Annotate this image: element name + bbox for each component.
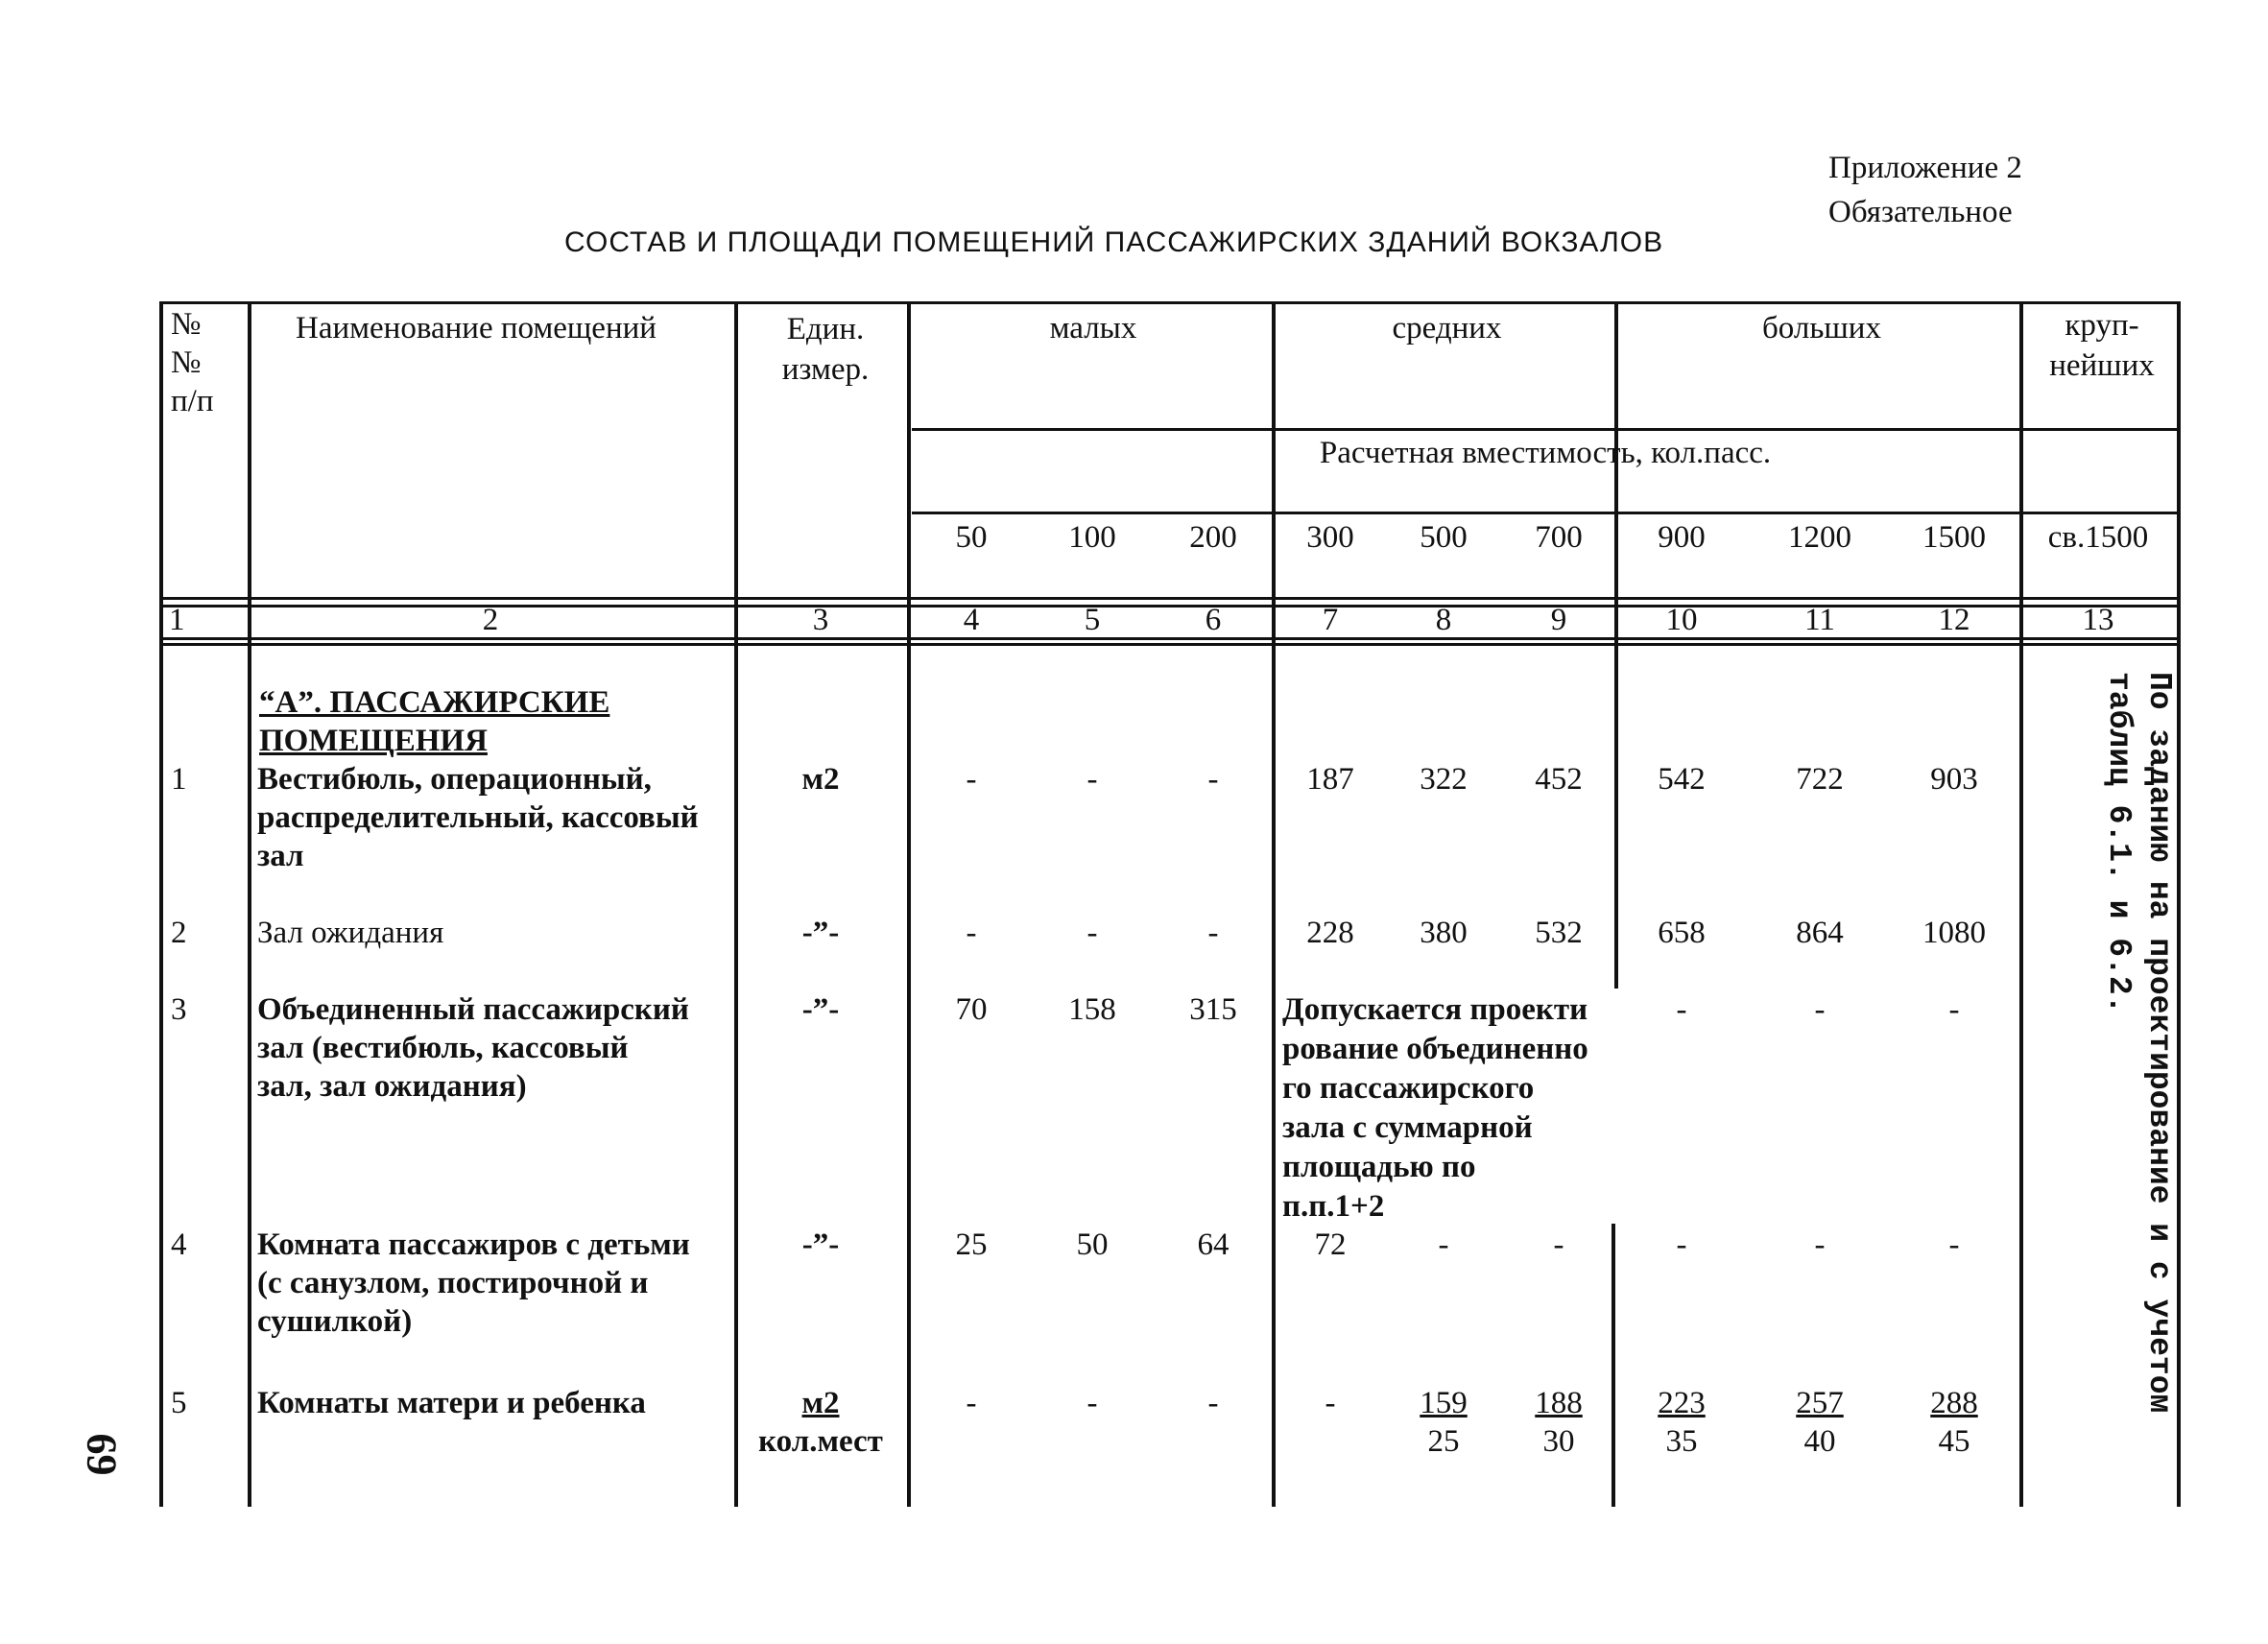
cell-value: 1080: [1922, 916, 1986, 950]
cell-value: 658: [1658, 916, 1706, 950]
table-horizontal-rule: [159, 301, 2181, 304]
cell-value-secondary: 45: [1938, 1424, 1970, 1459]
section-heading-line: ПОМЕЩЕНИЯ: [259, 724, 488, 758]
cell-value: -: [1207, 1386, 1219, 1420]
section-heading: [259, 683, 609, 760]
column-number: 7: [1322, 603, 1339, 637]
row-name-line: распределительный, кассовый: [257, 800, 699, 835]
capacity-value: 700: [1535, 520, 1583, 555]
cell-value: 288: [1930, 1386, 1978, 1420]
header-unit-line: измер.: [781, 352, 870, 387]
appendix-line2: Обязательное: [1828, 195, 2013, 229]
row-name-line: Зал ожидания: [257, 916, 444, 950]
cell-value: -: [1553, 1227, 1564, 1262]
cell-value: -: [966, 762, 977, 797]
header-name: Наименование помещений: [296, 311, 657, 345]
header-unit-line: Един.: [786, 312, 865, 346]
cell-value: 188: [1535, 1386, 1583, 1420]
cell-value: 25: [955, 1227, 988, 1262]
cell-value-secondary: 30: [1542, 1424, 1575, 1459]
table-vertical-rule: [907, 301, 911, 1507]
capacity-value: 1500: [1922, 520, 1986, 555]
header-group-largest-line: круп-: [2065, 308, 2139, 343]
header-capacity: Расчетная вместимость, кол.пасс.: [1319, 436, 1772, 470]
row-unit: м2: [801, 762, 840, 797]
row-name-line: Объединенный пассажирский: [257, 992, 689, 1027]
capacity-value: 900: [1658, 520, 1706, 555]
cell-value: 158: [1068, 992, 1116, 1027]
row-name: [257, 990, 689, 1106]
cell-value: -: [1814, 1227, 1826, 1262]
cell-value: 322: [1420, 762, 1468, 797]
header-group-large: больших: [1762, 311, 1881, 345]
row-note-line: площадью по: [1282, 1150, 1476, 1184]
cell-value: 64: [1197, 1227, 1229, 1262]
table-vertical-rule: [1272, 301, 1276, 1507]
cell-value: -: [1438, 1227, 1449, 1262]
appendix-line1: Приложение 2: [1828, 151, 2022, 185]
cell-value: 315: [1189, 992, 1237, 1027]
cell-value: 159: [1420, 1386, 1468, 1420]
cell-value: 380: [1420, 916, 1468, 950]
table-vertical-rule: [248, 301, 251, 1507]
header-unit: [739, 309, 912, 390]
table-horizontal-rule: [159, 643, 2181, 646]
capacity-value: св.1500: [2047, 520, 2149, 555]
capacity-value: 100: [1068, 520, 1116, 555]
row-unit: -”-: [801, 992, 840, 1027]
cell-value: -: [1086, 762, 1098, 797]
row-number: 3: [171, 992, 187, 1027]
cell-value: -: [1086, 916, 1098, 950]
cell-value: -: [966, 1386, 977, 1420]
table-vertical-rule: [159, 301, 163, 1507]
row-number: 1: [171, 762, 187, 797]
cell-value: 187: [1306, 762, 1354, 797]
header-num-line: №: [171, 345, 202, 380]
row-number: 4: [171, 1227, 187, 1262]
col13-note: [2092, 672, 2179, 1478]
row-name-line: зал: [257, 839, 304, 873]
header-group-small: малых: [1049, 311, 1137, 345]
cell-value: -: [1207, 916, 1219, 950]
row-note-line: рование объединенно: [1282, 1032, 1588, 1066]
cell-value: 257: [1796, 1386, 1844, 1420]
header-num: [171, 305, 214, 420]
cell-value-secondary: 35: [1665, 1424, 1698, 1459]
cell-value: 452: [1535, 762, 1583, 797]
column-number: 2: [482, 603, 499, 637]
table-vertical-rule: [1611, 1224, 1615, 1507]
cell-value: -: [1948, 992, 1960, 1027]
row-note-line: го пассажирского: [1282, 1071, 1535, 1106]
cell-value: -: [966, 916, 977, 950]
cell-value: 542: [1658, 762, 1706, 797]
row-unit-secondary: кол.мест: [758, 1424, 883, 1459]
cell-value: 532: [1535, 916, 1583, 950]
column-number: 12: [1938, 603, 1970, 637]
row-unit: -”-: [801, 1227, 840, 1262]
cell-value: 70: [955, 992, 988, 1027]
header-num-line: №: [171, 307, 202, 342]
document-title: СОСТАВ И ПЛОЩАДИ ПОМЕЩЕНИЙ ПАССАЖИРСКИХ ЗДАНИЙ ВОКЗАЛОВ: [564, 226, 1664, 258]
column-number: 3: [812, 603, 829, 637]
section-heading-line: “А”. ПАССАЖИРСКИЕ: [259, 685, 610, 720]
header-num-line: п/п: [171, 384, 214, 418]
capacity-value: 300: [1306, 520, 1354, 555]
cell-value: -: [1325, 1386, 1336, 1420]
capacity-value: 200: [1189, 520, 1237, 555]
row-name: [257, 1384, 646, 1422]
cell-value-secondary: 40: [1803, 1424, 1836, 1459]
row-unit: -”-: [801, 916, 840, 950]
column-number: 13: [2082, 603, 2114, 637]
cell-value-secondary: 25: [1427, 1424, 1460, 1459]
header-group-medium: средних: [1392, 311, 1502, 345]
cell-value: 72: [1314, 1227, 1347, 1262]
column-number: 6: [1205, 603, 1222, 637]
appendix-label: [1828, 146, 2022, 234]
cell-value: 864: [1796, 916, 1844, 950]
page-number: 69: [78, 1433, 126, 1476]
row-unit: м2: [801, 1386, 840, 1420]
row-name: [257, 914, 443, 952]
row-name: [257, 760, 699, 875]
row-name-line: зал, зал ожидания): [257, 1069, 527, 1104]
row-note-line: зала с суммарной: [1282, 1110, 1533, 1145]
row-name-line: зал (вестибюль, кассовый: [257, 1031, 629, 1065]
cell-value: -: [1948, 1227, 1960, 1262]
cell-value: -: [1086, 1386, 1098, 1420]
column-number: 1: [169, 603, 185, 637]
cell-value: -: [1676, 1227, 1687, 1262]
cell-value: 228: [1306, 916, 1354, 950]
cell-value: 50: [1076, 1227, 1109, 1262]
row-number: 2: [171, 916, 187, 950]
cell-value: -: [1207, 762, 1219, 797]
cell-value: 722: [1796, 762, 1844, 797]
column-number: 9: [1550, 603, 1567, 637]
header-group-largest-line: нейших: [2049, 348, 2155, 383]
cell-value: 223: [1658, 1386, 1706, 1420]
row-note: [1282, 990, 1588, 1227]
row-note-line: п.п.1+2: [1282, 1189, 1385, 1224]
table-horizontal-rule: [159, 597, 2181, 600]
row-name-line: (с санузлом, постирочной и: [257, 1266, 649, 1300]
row-name-line: Комнаты матери и ребенка: [257, 1386, 646, 1420]
table-horizontal-rule: [912, 512, 2181, 514]
column-number: 8: [1435, 603, 1452, 637]
capacity-value: 50: [955, 520, 988, 555]
cell-value: 903: [1930, 762, 1978, 797]
table-vertical-rule: [1614, 301, 1618, 989]
header-group-largest: [2025, 305, 2179, 386]
row-name-line: Комната пассажиров с детьми: [257, 1227, 690, 1262]
capacity-value: 500: [1420, 520, 1468, 555]
table-horizontal-rule: [912, 428, 2181, 431]
row-note-line: Допускается проекти: [1282, 992, 1588, 1027]
row-number: 5: [171, 1386, 187, 1420]
column-number: 11: [1804, 603, 1835, 637]
row-name: [257, 1226, 690, 1341]
cell-value: -: [1676, 992, 1687, 1027]
col13-note-text: По заданию на проектирование и с учетом таблиц 6.1. и 6.2.: [2101, 672, 2177, 1414]
capacity-value: 1200: [1788, 520, 1851, 555]
row-name-line: сушилкой): [257, 1304, 413, 1339]
column-number: 4: [963, 603, 980, 637]
cell-value: -: [1814, 992, 1826, 1027]
table-vertical-rule: [2019, 301, 2023, 1507]
column-number: 10: [1665, 603, 1698, 637]
table-vertical-rule: [734, 301, 738, 1507]
row-name-line: Вестибюль, операционный,: [257, 762, 652, 797]
column-number: 5: [1084, 603, 1101, 637]
